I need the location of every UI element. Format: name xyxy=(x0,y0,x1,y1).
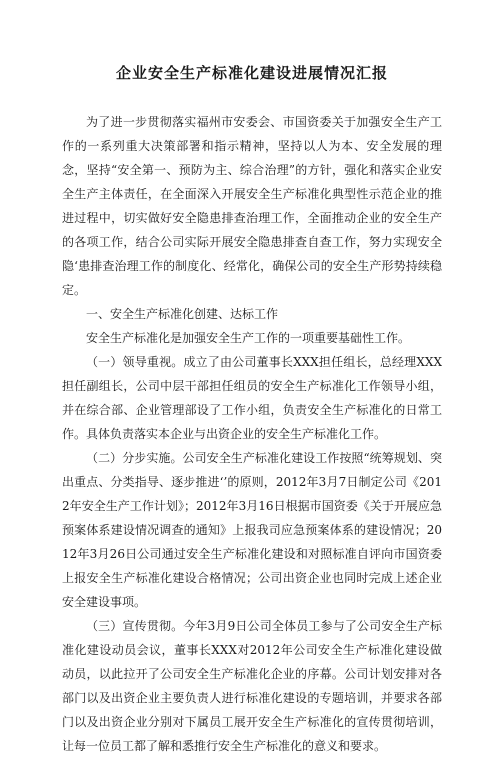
paragraph-intro: 为了进一步贯彻落实福州市安委会、市国资委关于加强安全生产工作的一系列重大决策部署和指示精神，坚持以人为本、安全发展的理念，坚持“安全第一、预防为主、综合治理”的方针，强化和落实企业安全生产主体责任，在全面深入开展安全生产标准化典型性示范企业的推进过程中，切实做好安全隐患排查治理工作，全面推动企业的安全生产的各项工作，结合公司实际开展安全隐患排查自查工作，努力实现安全隐‘患排查治理工作的制度化、经常化，确保公司的安全生产形势持续稳定。 xyxy=(62,115,442,297)
paragraph-publicity: （三）宣传贯彻。今年3月9日公司全体员工参与了公司安全生产标准化建设动员会议，董事长XXX对2012年公司安全生产标准化建设做动员，以此拉开了公司安全生产标准化企业的序幕。公司计划安排对各部门以及出资企业主要负责人进行标准化建设的专题培训，并要求各部门以及出资企业分别对下属员工展开安全生产标准化的宣传贯彻培训，让每一位员工都了解和悉推行安全生产标准化的意义和要求。 xyxy=(62,619,442,753)
paragraph-section-intro: 安全生产标准化是加强安全生产工作的一项重要基础性工作。 xyxy=(86,331,411,345)
paragraph-implementation: （二）分步实施。公司安全生产标准化建设工作按照“统筹规划、突出重点、分类指导、逐步推进‘’的原则，2012年3月7日制定公司《2012年安全生产工作计划》；2012年3月16日根据市国资委《关于开展应急预案体系建设情况调查的通知》上报我司应急预案体系的建设情况；2012年3月26日公司通过安全生产标准化建设和对照标准自评向市国资委上报安全生产标准化建设合格情况；公司出资企业也同时完成上述企业安全建设事项。 xyxy=(62,451,442,609)
section-heading: 一、安全生产标准化创建、达标工作 xyxy=(86,307,279,321)
paragraph-leadership: （一）领导重视。成立了由公司董事长XXX担任组长，总经理XXX担任副组长，公司中层干部担任组员的安全生产标准化工作领导小组，并在综合部、企业管理部设了工作小组，负责安全生产标准化的日常工作。具体负责落实本企业与出资企业的安全生产标准化工作。 xyxy=(62,355,442,441)
document-title: 企业安全生产标准化建设进展情况汇报 xyxy=(115,64,388,82)
